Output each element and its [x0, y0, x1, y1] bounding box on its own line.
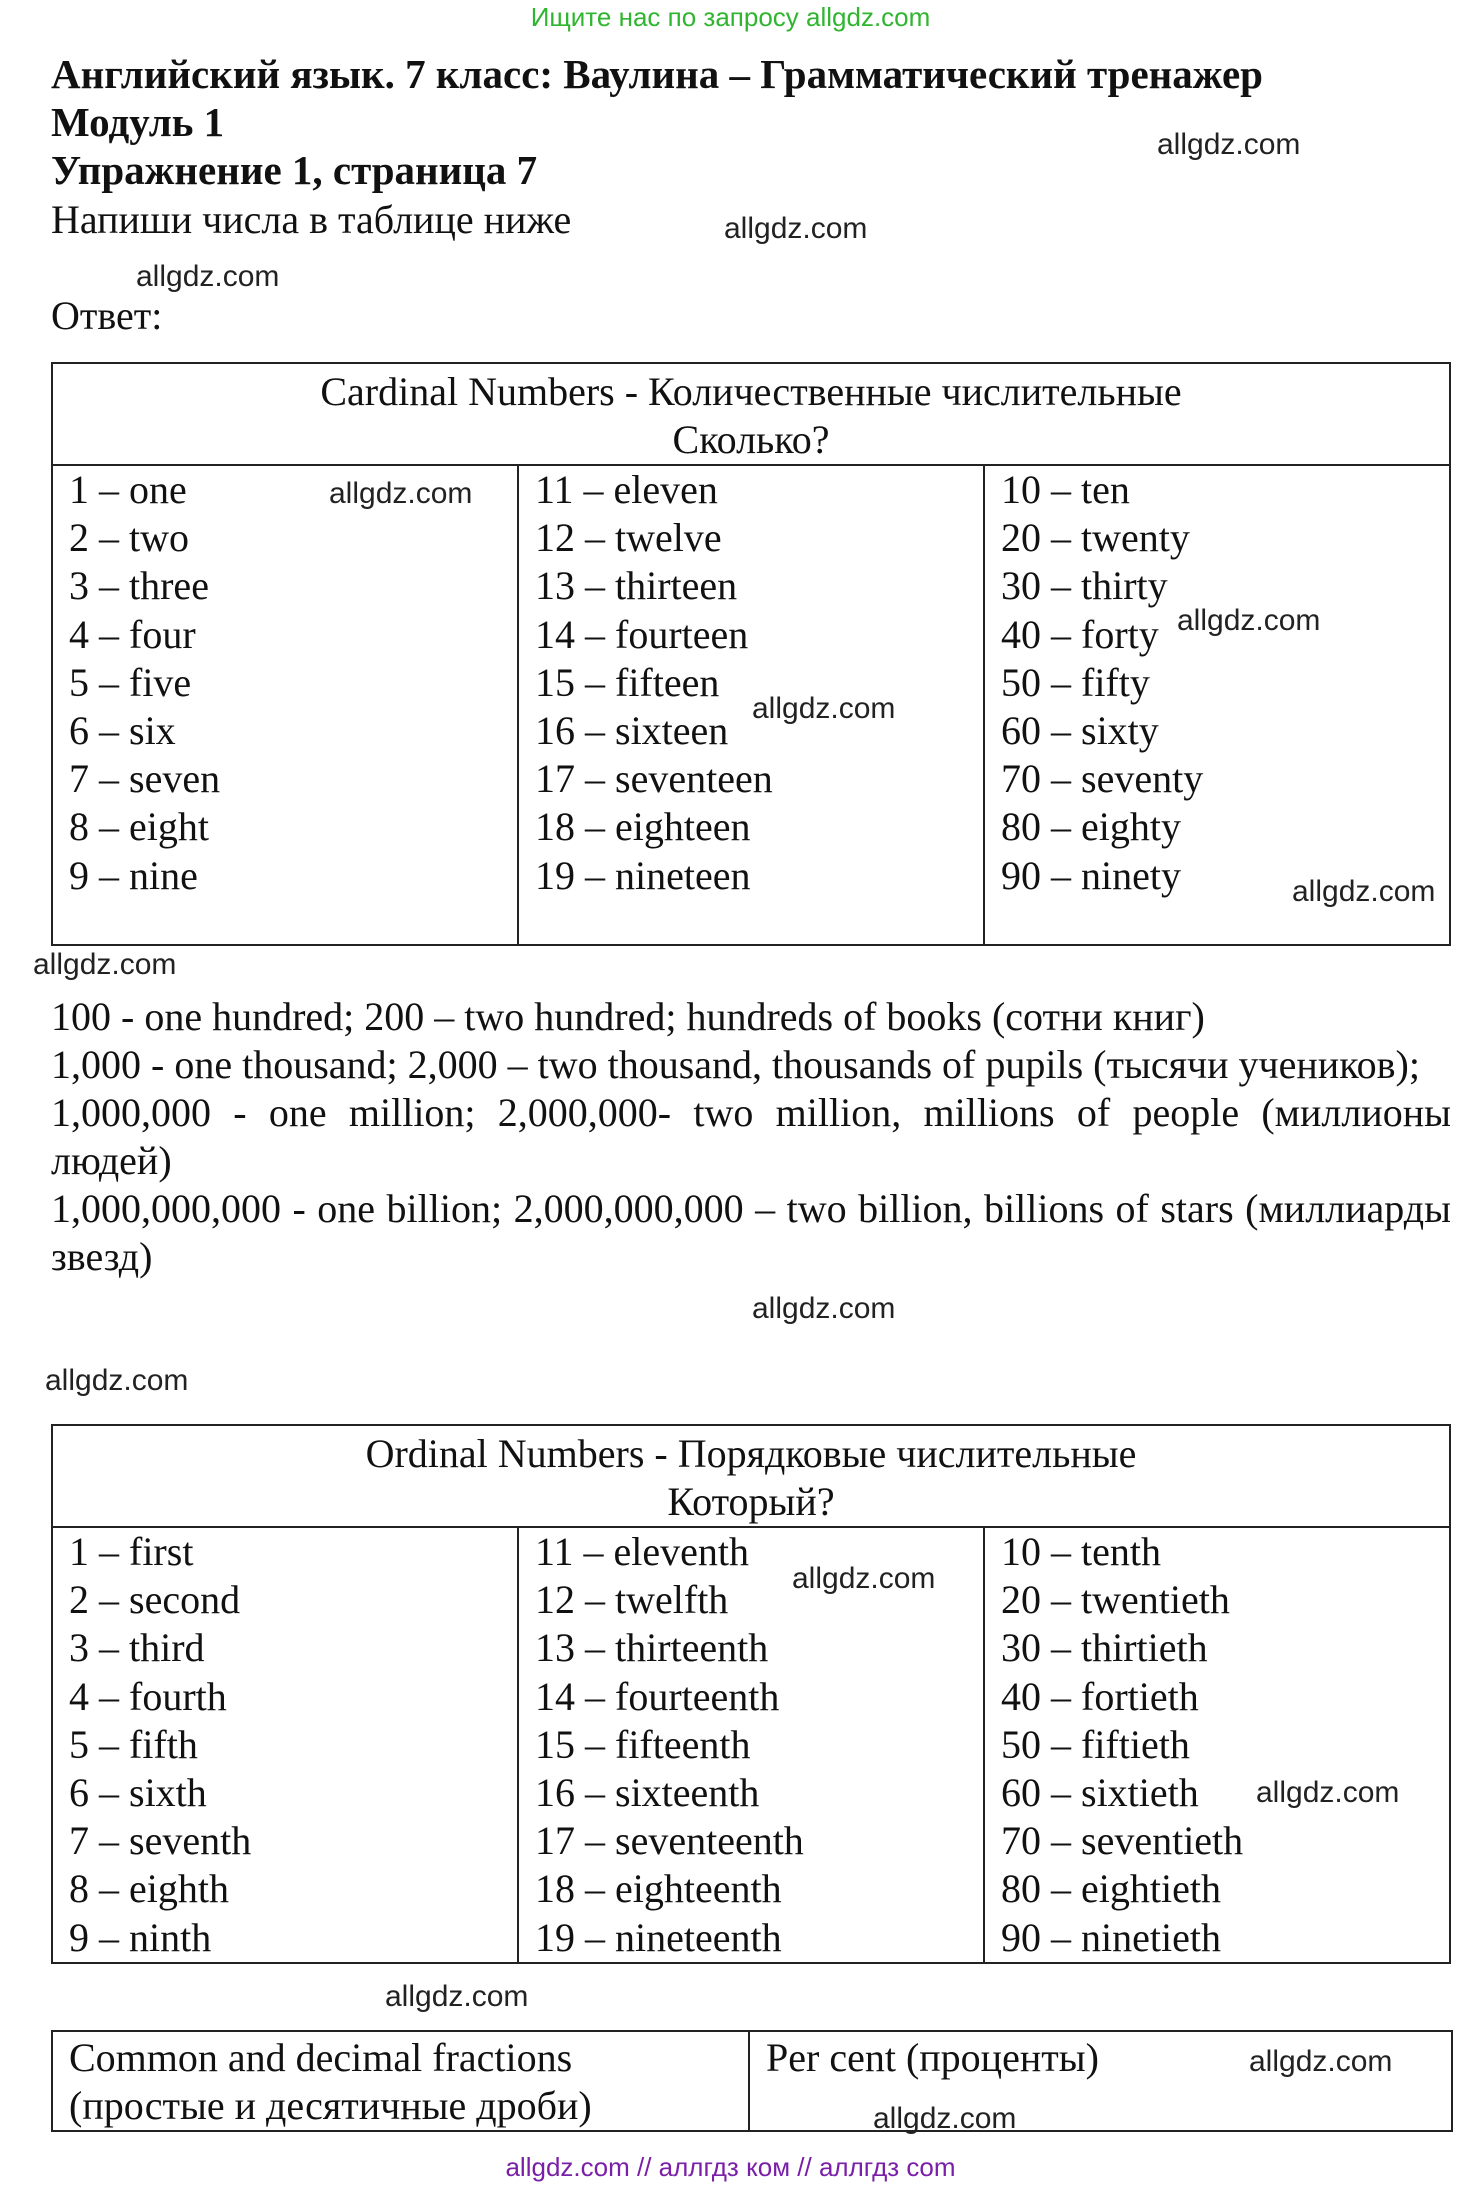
exercise-label: Упражнение 1, страница 7 — [51, 147, 538, 193]
list-item: 8 – eight — [69, 804, 209, 850]
list-item: 16 – sixteenth — [535, 1770, 760, 1816]
fractions-heading: Common and decimal fractions — [69, 2035, 573, 2080]
cardinal-col-teens — [518, 465, 984, 945]
list-item: 8 – eighth — [69, 1866, 229, 1912]
bottom-banner: allgdz.com // аллгдз ком // аллгдз com — [505, 2152, 956, 2182]
list-item: 50 – fifty — [1001, 659, 1150, 705]
list-item: 40 – forty — [1001, 611, 1159, 657]
watermark: allgdz.com — [329, 477, 473, 510]
ordinal-title: Ordinal Numbers - Порядковые числительные — [365, 1431, 1137, 1476]
fractions-table — [51, 2030, 1453, 2132]
list-item: 12 – twelve — [535, 515, 722, 561]
cardinal-question: Сколько? — [672, 417, 830, 462]
list-item: 7 – seven — [69, 756, 221, 802]
list-item: 15 – fifteenth — [535, 1721, 751, 1767]
list-item: 70 – seventieth — [1001, 1818, 1244, 1864]
list-item: 5 – five — [69, 659, 192, 705]
paragraph-line: 1,000 - one thousand; 2,000 – two thousand, thousands of pupils (тысячи учеников); — [51, 1042, 1420, 1087]
list-item: 15 – fifteen — [535, 659, 720, 705]
page-title: Английский язык. 7 класс: Ваулина – Грамматический тренажер — [51, 51, 1263, 97]
list-item: 17 – seventeen — [535, 756, 773, 802]
list-item: 4 – fourth — [69, 1673, 227, 1719]
cardinal-table-header — [52, 363, 1450, 465]
cardinal-title: Cardinal Numbers - Количественные числительные — [320, 369, 1182, 414]
top-banner: Ищите нас по запросу allgdz.com — [530, 2, 931, 32]
paragraph-line: 100 - one hundred; 200 – two hundred; hundreds of books (сотни книг) — [51, 994, 1205, 1039]
list-item: 6 – six — [69, 708, 176, 754]
cardinal-table — [51, 362, 1451, 946]
list-item: 6 – sixth — [69, 1770, 207, 1816]
list-item: 2 – second — [69, 1577, 241, 1623]
watermark: allgdz.com — [1256, 1776, 1400, 1809]
list-item: 10 – tenth — [1001, 1529, 1161, 1574]
watermark: allgdz.com — [33, 948, 177, 981]
list-item: 12 – twelfth — [535, 1577, 729, 1623]
large-numbers-text — [51, 993, 1451, 1281]
watermark: allgdz.com — [873, 2102, 1017, 2135]
paragraph-line: 1,000,000 - one million; 2,000,000- two million, millions of people (миллионы людей) — [51, 1090, 1451, 1183]
list-item: 11 – eleventh — [535, 1529, 750, 1574]
list-item: 30 – thirty — [1001, 563, 1168, 609]
ordinal-table-header — [52, 1425, 1450, 1527]
cardinal-col-tens — [984, 465, 1450, 945]
list-item: 20 – twentieth — [1001, 1577, 1230, 1623]
list-item: 2 – two — [69, 515, 189, 561]
list-item: 80 – eighty — [1001, 804, 1181, 850]
list-item: 20 – twenty — [1001, 515, 1190, 561]
percent-heading: Per cent (проценты) — [766, 2035, 1099, 2080]
list-item: 40 – fortieth — [1001, 1673, 1199, 1719]
list-item: 60 – sixtieth — [1001, 1770, 1199, 1816]
list-item: 30 – thirtieth — [1001, 1625, 1208, 1671]
task-text: Напиши числа в таблице ниже — [51, 197, 572, 242]
watermark: allgdz.com — [1177, 604, 1321, 637]
fractions-heading-translation: (простые и десятичные дроби) — [69, 2083, 592, 2129]
watermark: allgdz.com — [385, 1980, 529, 2013]
list-item: 14 – fourteenth — [535, 1673, 780, 1719]
list-item: 17 – seventeenth — [535, 1818, 804, 1864]
cardinal-col-units — [52, 465, 518, 945]
fractions-left-cell — [52, 2031, 749, 2131]
watermark: allgdz.com — [136, 260, 280, 293]
list-item: 3 – third — [69, 1625, 205, 1671]
paragraph-line: 1,000,000,000 - one billion; 2,000,000,000 – two billion, billions of stars (миллиарды звезд) — [51, 1186, 1451, 1279]
list-item: 19 – nineteen — [535, 852, 751, 898]
list-item: 14 – fourteen — [535, 611, 749, 657]
list-item: 18 – eighteenth — [535, 1866, 782, 1912]
watermark: allgdz.com — [45, 1364, 189, 1397]
list-item: 9 – ninth — [69, 1914, 212, 1960]
list-item: 60 – sixty — [1001, 708, 1159, 754]
ordinal-col-units — [52, 1527, 518, 1963]
list-item: 13 – thirteen — [535, 563, 738, 609]
watermark: allgdz.com — [1292, 875, 1436, 908]
list-item: 7 – seventh — [69, 1818, 252, 1864]
list-item: 4 – four — [69, 611, 196, 657]
list-item: 5 – fifth — [69, 1721, 198, 1767]
list-item: 9 – nine — [69, 852, 198, 898]
list-item: 90 – ninetieth — [1001, 1914, 1221, 1960]
watermark: allgdz.com — [792, 1562, 936, 1595]
ordinal-question: Который? — [667, 1479, 835, 1524]
list-item: 1 – first — [69, 1529, 194, 1574]
list-item: 70 – seventy — [1001, 756, 1204, 802]
answer-label: Ответ: — [51, 293, 163, 338]
list-item: 16 – sixteen — [535, 708, 729, 754]
watermark: allgdz.com — [752, 692, 896, 725]
list-item: 18 – eighteen — [535, 804, 751, 850]
list-item: 80 – eightieth — [1001, 1866, 1221, 1912]
list-item: 50 – fiftieth — [1001, 1721, 1190, 1767]
watermark: allgdz.com — [1249, 2045, 1393, 2078]
watermark: allgdz.com — [752, 1292, 896, 1325]
ordinal-col-tens — [984, 1527, 1450, 1963]
list-item: 10 – ten — [1001, 467, 1130, 512]
watermark: allgdz.com — [724, 212, 868, 245]
list-item: 1 – one — [69, 467, 187, 512]
list-item: 11 – eleven — [535, 467, 718, 512]
watermark: allgdz.com — [1157, 128, 1301, 161]
module-label: Модуль 1 — [51, 99, 225, 145]
list-item: 13 – thirteenth — [535, 1625, 769, 1671]
list-item: 3 – three — [69, 563, 209, 609]
ordinal-table — [51, 1424, 1451, 1964]
list-item: 19 – nineteenth — [535, 1914, 782, 1960]
list-item: 90 – ninety — [1001, 852, 1181, 898]
